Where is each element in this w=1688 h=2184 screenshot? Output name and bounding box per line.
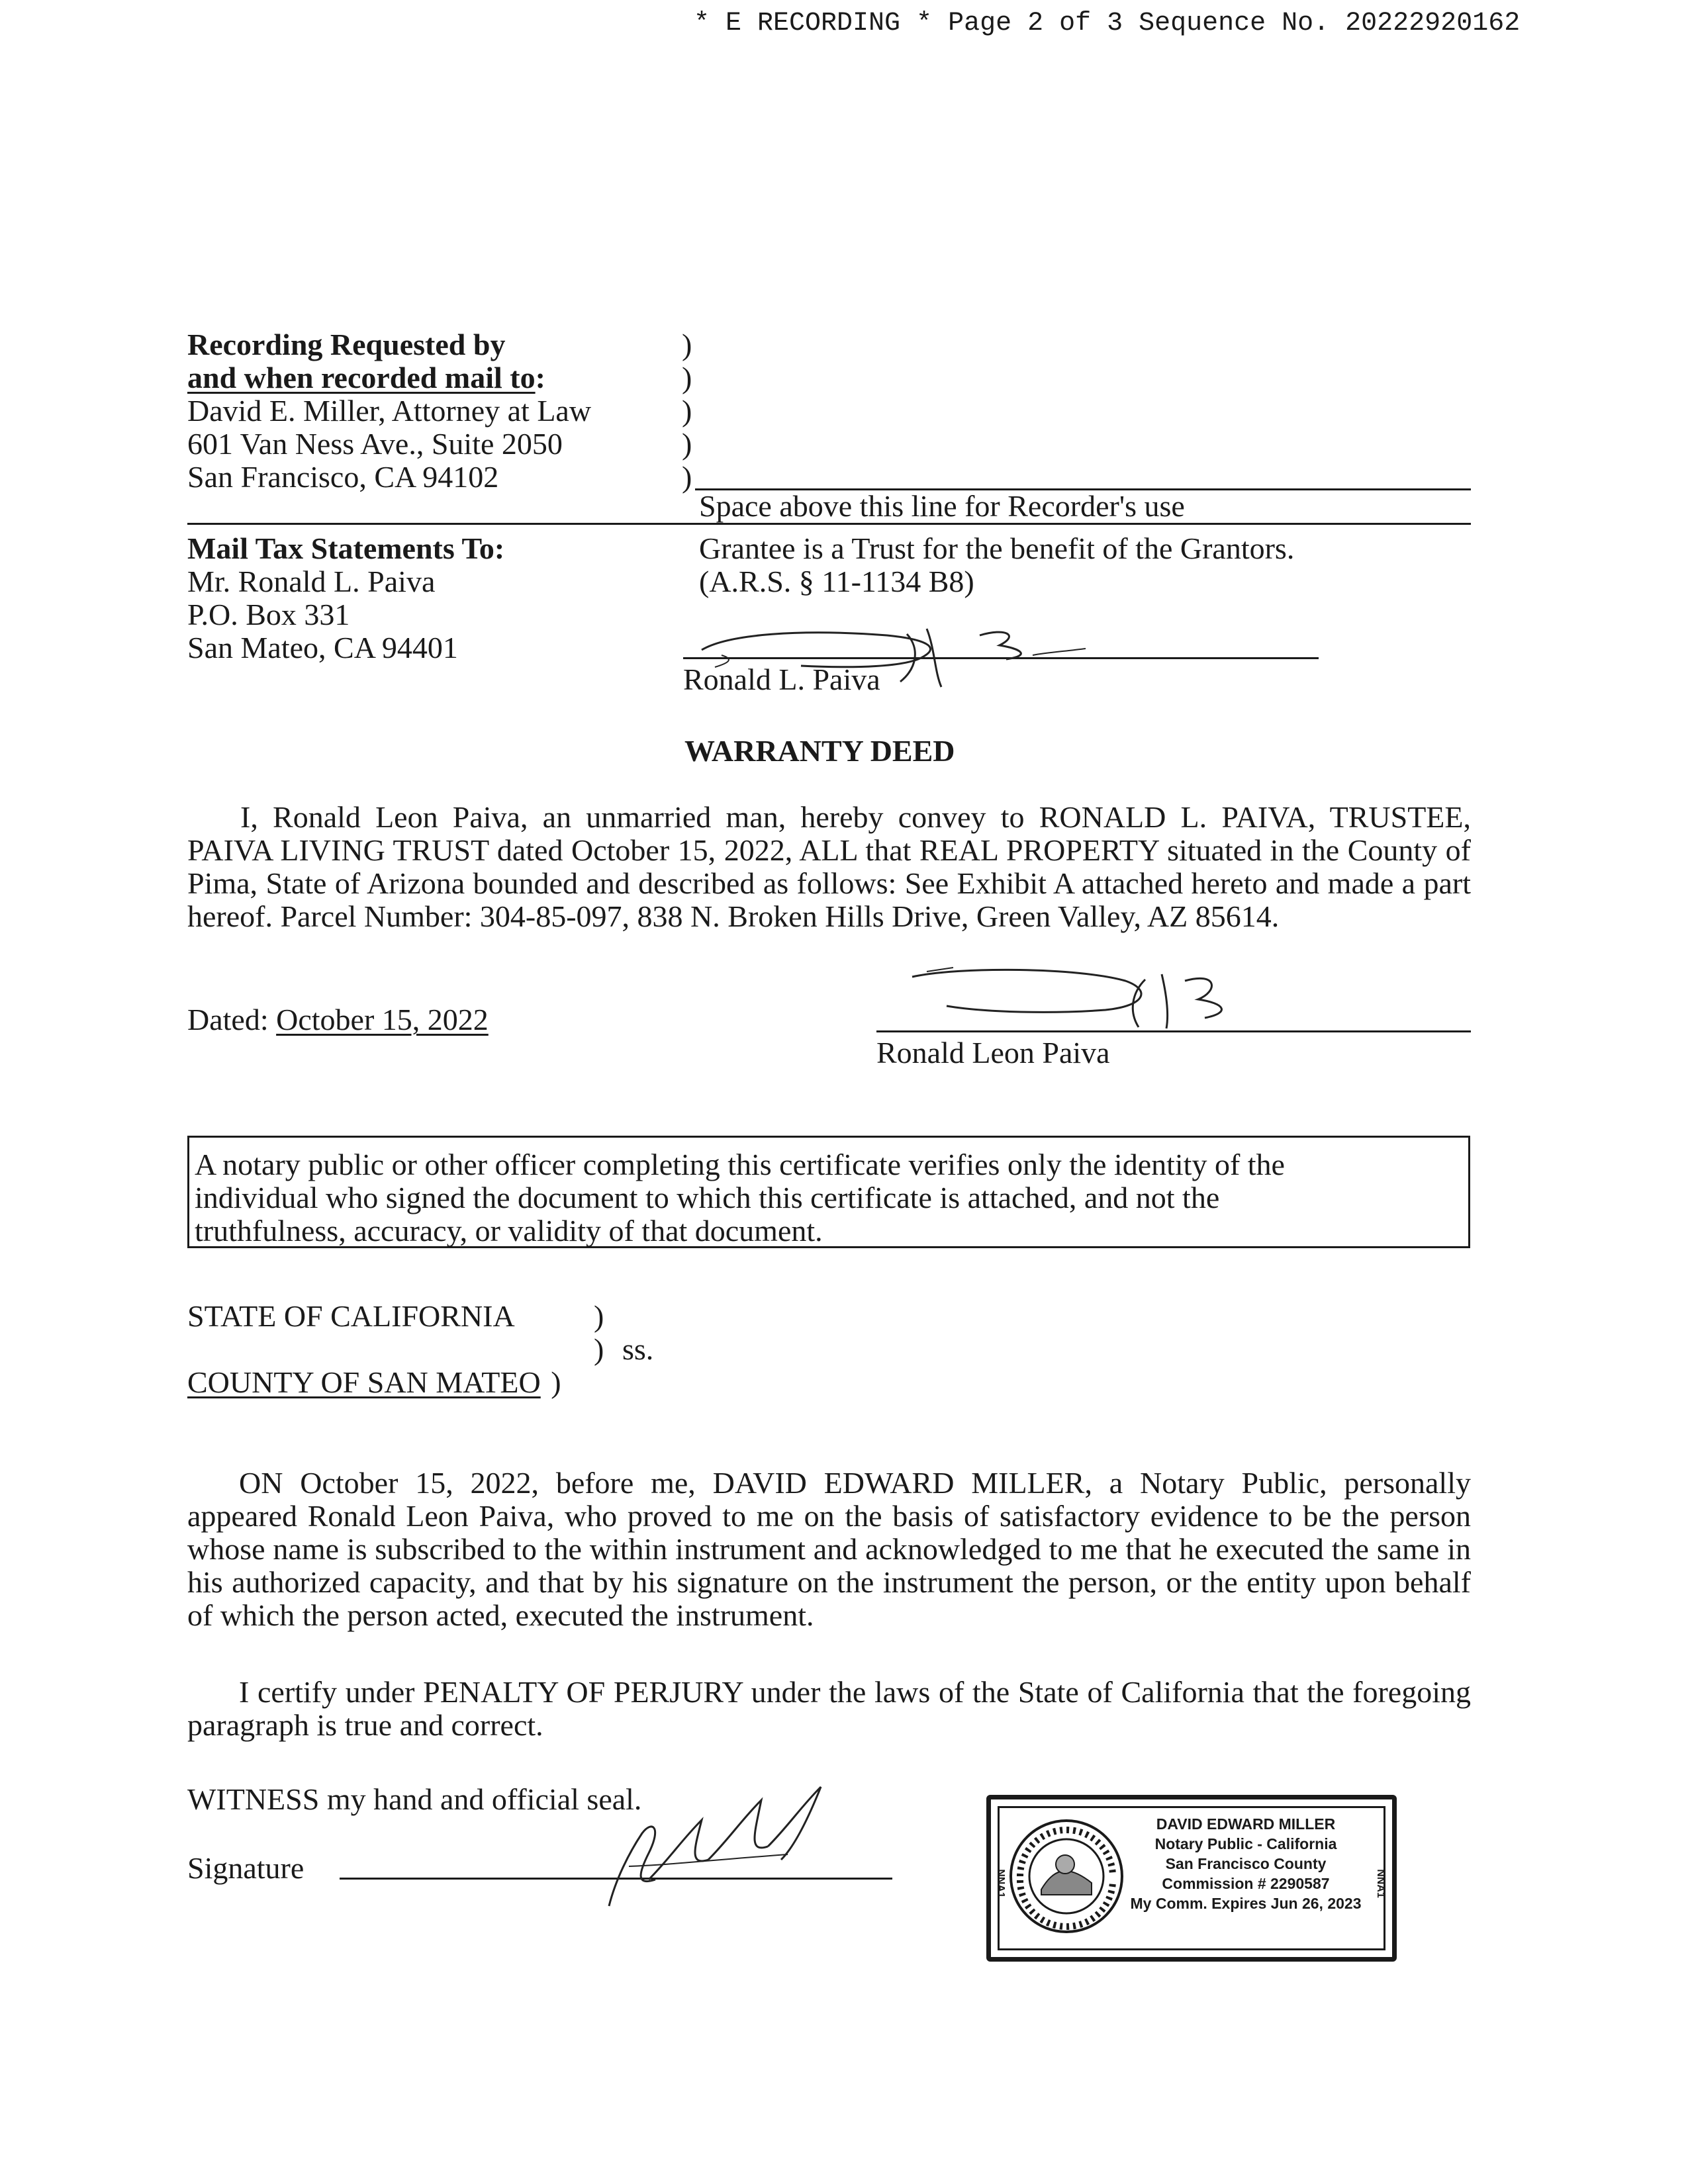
mail-to-colon: : [535,361,545,394]
witness-line: WITNESS my hand and official seal. [187,1782,642,1816]
state-seal-icon [1007,1817,1126,1936]
stamp-notary-name: DAVID EDWARD MILLER [1156,1815,1336,1833]
stamp-side-right: NNA1 [1374,1869,1386,1898]
grantee-note-line2: (A.R.S. § 11-1134 B8) [699,565,974,598]
notary-signature [569,1780,847,1913]
mail-tax-name: Mr. Ronald L. Paiva [187,565,436,598]
bracket-paren: ) [682,361,692,394]
stamp-notary-title: Notary Public - California [1154,1835,1337,1852]
deed-title: WARRANTY DEED [684,734,955,768]
venue-county-line [187,1366,561,1399]
stamp-side-left: NNA1 [994,1869,1006,1898]
notice-line2: individual who signed the document to which this certificate is attached, and not the [195,1181,1220,1214]
mail-tax-city: San Mateo, CA 94401 [187,631,458,664]
stamp-expires: My Comm. Expires Jun 26, 2023 [1130,1895,1362,1912]
notice-line1: A notary public or other officer completing this certificate verifies only the identity of the [195,1148,1285,1181]
notice-line3: truthfulness, accuracy, or validity of that document. [195,1214,823,1248]
stamp-commission: Commission # 2290587 [1162,1875,1330,1892]
grantee-signer-name: Ronald L. Paiva [683,662,880,696]
mail-to-label: and when recorded mail to [187,361,536,394]
deed-body: I, Ronald Leon Paiva, an unmarried man, hereby convey to RONALD L. PAIVA, TRUSTEE, PAIVA LIVING TRUST dated October 15, 2022, ALL that REAL PROPERTY situated in the County of Pima, State of Arizona bounded and described as follows: See Exhibit A attached hereto and made a part hereof. Parcel Number: 304-85-097, 838 N. Broken Hills Drive, Green Valley, AZ 85614. [187,800,1471,933]
stamp-text-block [1123,1814,1368,1913]
bracket-paren: ) [682,427,692,461]
recording-header: * E RECORDING * Page 2 of 3 Sequence No. 20222920162 [694,9,1521,38]
venue-state: STATE OF CALIFORNIA [187,1299,515,1333]
dated-line [187,1003,489,1036]
notary-stamp [986,1795,1397,1962]
venue-paren: ) [551,1365,561,1399]
dated-label: Dated: [187,1003,269,1036]
deed-signer-name: Ronald Leon Paiva [876,1036,1110,1069]
grantee-note-line1: Grantee is a Trust for the benefit of the Grantors. [699,531,1295,565]
return-address-line2: 601 Van Ness Ave., Suite 2050 [187,427,563,461]
stamp-county: San Francisco County [1165,1855,1327,1872]
recorder-use-note: Space above this line for Recorder's use [699,489,1185,523]
return-address-line1: David E. Miller, Attorney at Law [187,394,592,428]
acknowledgment-paragraph: ON October 15, 2022, before me, DAVID EDWARD MILLER, a Notary Public, personally appeared Ronald Leon Paiva, who proved to me on the basis of satisfactory evidence to be the person whose name is subscribed to the within instrument and acknowledged to me that he executed the same in his authorized capacity, and that by his signature on the instrument the person, or the entity upon behalf of which the person acted, executed the instrument. [187,1466,1471,1632]
perjury-paragraph: I certify under PENALTY OF PERJURY under the laws of the State of California that the foregoing paragraph is true and correct. [187,1675,1471,1742]
dated-value: October 15, 2022 [276,1003,489,1036]
venue-paren: ) [594,1299,604,1333]
recording-requested-heading: Recording Requested by [187,328,506,361]
mail-tax-heading: Mail Tax Statements To: [187,531,505,565]
bracket-paren: ) [682,394,692,428]
return-address-line3: San Francisco, CA 94102 [187,460,499,494]
notary-notice-box [187,1136,1470,1248]
bracket-paren: ) [682,328,692,361]
deed-signature-line [876,1030,1471,1032]
mail-tax-box: P.O. Box 331 [187,598,350,631]
signature-label: Signature [187,1851,305,1885]
venue-paren: ) [594,1332,604,1366]
mail-to-heading [187,361,545,394]
venue-ss: ss. [622,1332,654,1366]
deed-signature [907,953,1278,1032]
recorder-line-bottom [187,523,1471,525]
bracket-paren: ) [682,460,692,494]
venue-county: COUNTY OF SAN MATEO [187,1365,541,1399]
